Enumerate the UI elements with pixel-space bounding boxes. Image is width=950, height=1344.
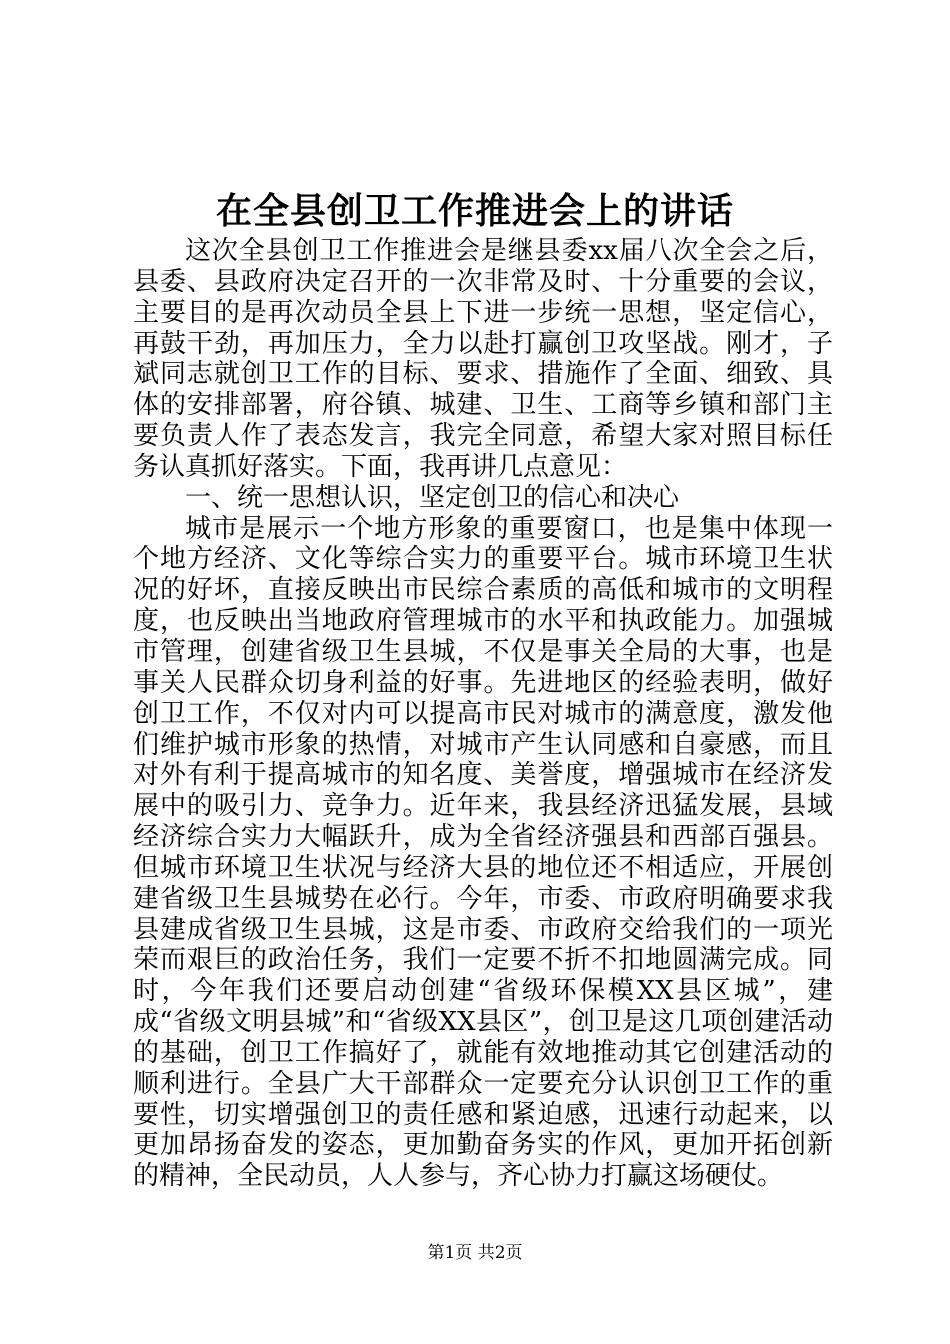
document-title: 在全县创卫工作推进会上的讲话 bbox=[215, 190, 734, 232]
section-heading-1: 一、统一思想认识，坚定创卫的信心和决心 bbox=[185, 482, 680, 513]
paragraph-intro: 这次全县创卫工作推进会是继县委xx届八次全会之后，县委、县政府决定召开的一次非常及时、十分重要的会议，主要目的是再次动员全县上下进一步统一思想，坚定信心，再鼓干劲，再加压力，全力以赴打赢创卫攻坚战。刚才，子斌同志就创卫工作的目标、要求、措施作了全面、细致、具体的安排部署，府谷镇、城建、卫生、工商等乡镇和部门主要负责人作了表态发言，我完全同意，希望大家对照目标任务认真抓好落实。下面，我再讲几点意见： bbox=[133, 236, 833, 482]
page-footer: 第1页 共2页 bbox=[427, 1243, 523, 1263]
paragraph-section-1: 城市是展示一个地方形象的重要窗口，也是集中体现一个地方经济、文化等综合实力的重要平台。城市环境卫生状况的好坏，直接反映出市民综合素质的高低和城市的文明程度，也反映出当地政府管理城市的水平和执政能力。加强城市管理，创建省级卫生县城，不仅是事关全局的大事，也是事关人民群众切身利益的好事。先进地区的经验表明，做好创卫工作，不仅对内可以提高市民对城市的满意度，激发他们维护城市形象的热情，对城市产生认同感和自豪感，而且对外有利于提高城市的知名度、美誉度，增强城市在经济发展中的吸引力、竞争力。近年来，我县经济迅猛发展，县域经济综合实力大幅跃升，成为全省经济强县和西部百强县。但城市环境卫生状况与经济大县的地位还不相适应，开展创建省级卫生县城势在必行。今年，市委、市政府明确要求我县建成省级卫生县城，这是市委、市政府交给我们的一项光荣而艰巨的政治任务，我们一定要不折不扣地圆满完成。同时，今年我们还要启动创建“省级环保模XX县区城”，建成“省级文明县城”和“省级XX县区”，创卫是这几项创建活动的基础，创卫工作搞好了，就能有效地推动其它创建活动的顺利进行。全县广大干部群众一定要充分认识创卫工作的重要性，切实增强创卫的责任感和紧迫感，迅速行动起来，以更加昂扬奋发的姿态，更加勤奋务实的作风，更加开拓创新的精神，全民动员，人人参与，齐心协力打赢这场硬仗。 bbox=[133, 513, 833, 1192]
document-body bbox=[133, 236, 833, 1192]
